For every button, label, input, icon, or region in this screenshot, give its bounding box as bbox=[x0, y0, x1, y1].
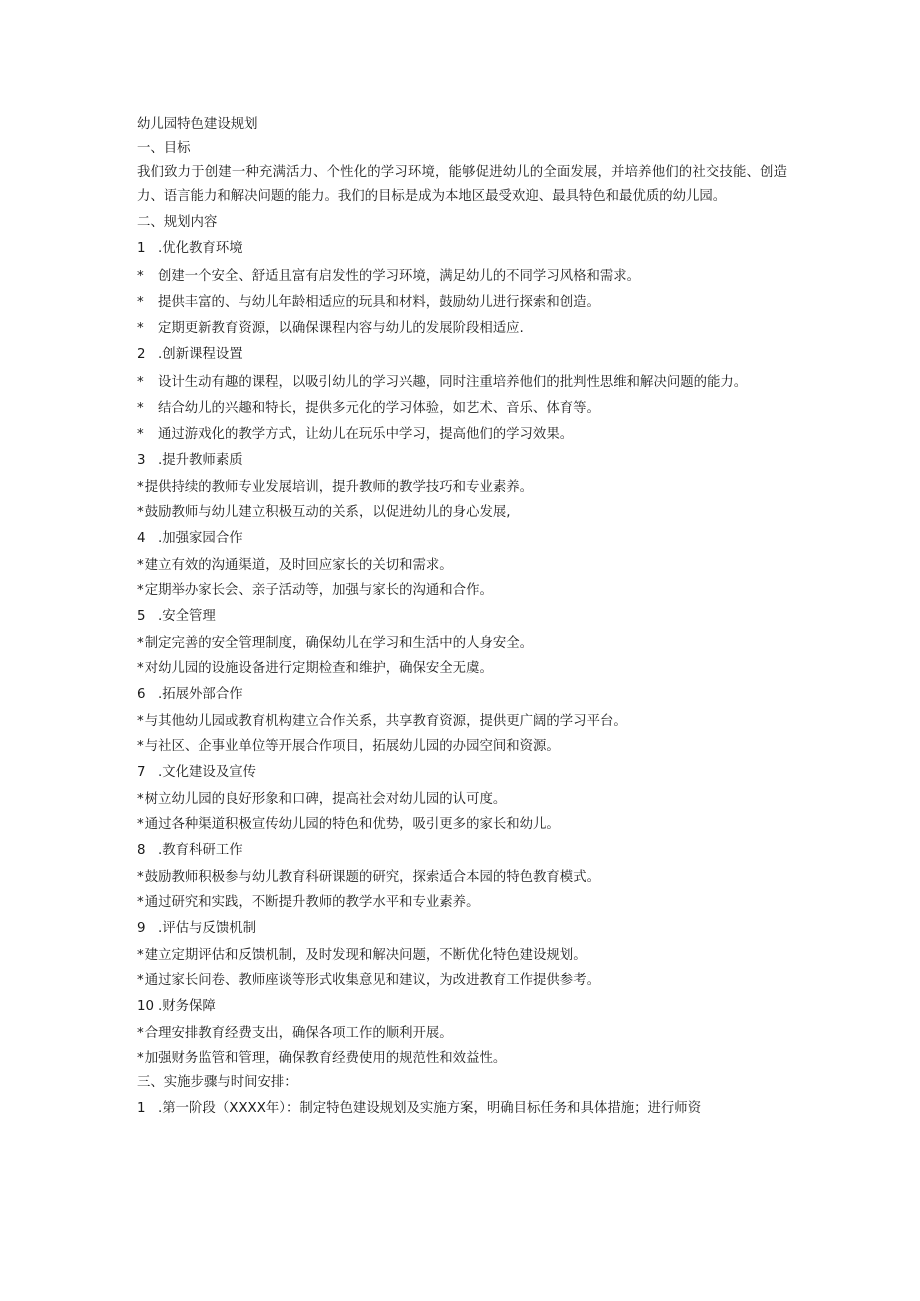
bullet-marker: * bbox=[137, 375, 144, 390]
section-heading bbox=[137, 525, 787, 553]
bullet-item bbox=[137, 501, 787, 525]
step-text: .第一阶段（XXXX年）：制定特色建设规划及实施方案，明确目标任务和具体措施；进行师资 bbox=[158, 1101, 702, 1116]
bullet-item bbox=[137, 735, 787, 759]
section-title: .加强家园合作 bbox=[158, 531, 243, 546]
bullet-marker: * bbox=[137, 948, 144, 963]
bullet-item bbox=[137, 476, 787, 500]
bullet-item bbox=[137, 632, 787, 656]
section-title: .文化建设及宣传 bbox=[158, 765, 256, 780]
step-number: 1 bbox=[137, 1101, 146, 1116]
goal-paragraph: 我们致力于创建一种充满活力、个性化的学习环境，能够促进幼儿的全面发展，并培养他们的社交技能、创造力、语言能力和解决问题的能力。我们的目标是成为本地区最受欢迎、最具特色和最优质的幼儿园。 bbox=[137, 165, 787, 204]
section-number: 10 bbox=[137, 999, 155, 1014]
section-title: .教育科研工作 bbox=[158, 843, 243, 858]
section-title: .财务保障 bbox=[158, 999, 216, 1014]
bullet-item bbox=[137, 397, 787, 421]
bullet-marker: * bbox=[137, 269, 144, 284]
bullet-text: 建立有效的沟通渠道，及时回应家长的关切和需求。 bbox=[144, 558, 453, 573]
bullet-item bbox=[137, 317, 787, 341]
section-title: .优化教育环境 bbox=[158, 241, 243, 256]
section-number: 1 bbox=[137, 241, 146, 256]
bullet-item bbox=[137, 710, 787, 734]
bullet-marker: * bbox=[137, 817, 144, 832]
bullet-text: 鼓励教师积极参与幼儿教育科研课题的研究，探索适合本园的特色教育模式。 bbox=[144, 870, 600, 885]
bullet-text: 通过游戏化的教学方式，让幼儿在玩乐中学习，提高他们的学习效果。 bbox=[158, 427, 574, 442]
bullet-text: 鼓励教师与幼儿建立积极互动的关系，以促进幼儿的身心发展, bbox=[144, 505, 511, 520]
bullet-marker: * bbox=[137, 661, 144, 676]
bullet-marker: * bbox=[137, 480, 144, 495]
bullet-marker: * bbox=[137, 321, 144, 336]
plan-sections bbox=[137, 235, 787, 1071]
bullet-text: 与其他幼儿园或教育机构建立合作关系，共享教育资源，提供更广阔的学习平台。 bbox=[144, 714, 627, 729]
bullet-item bbox=[137, 1047, 787, 1071]
bullet-marker: * bbox=[137, 1051, 144, 1066]
section-title: .评估与反馈机制 bbox=[158, 921, 256, 936]
implementation-step bbox=[137, 1095, 787, 1123]
section-heading bbox=[137, 235, 787, 263]
section-number: 8 bbox=[137, 843, 146, 858]
section-heading bbox=[137, 837, 787, 865]
bullet-item bbox=[137, 891, 787, 915]
section-number: 7 bbox=[137, 765, 146, 780]
bullet-text: 提供丰富的、与幼儿年龄相适应的玩具和材料，鼓励幼儿进行探索和创造。 bbox=[158, 295, 600, 310]
goal-heading: 一、目标 bbox=[137, 141, 191, 156]
bullet-text: 定期更新教育资源，以确保课程内容与幼儿的发展阶段相适应. bbox=[158, 321, 524, 336]
section-number: 5 bbox=[137, 609, 146, 624]
section-number: 9 bbox=[137, 921, 146, 936]
section-title: .拓展外部合作 bbox=[158, 687, 243, 702]
bullet-marker: * bbox=[137, 714, 144, 729]
bullet-text: 提供持续的教师专业发展培训，提升教师的教学技巧和专业素养。 bbox=[144, 480, 534, 495]
bullet-item bbox=[137, 265, 787, 289]
bullet-marker: * bbox=[137, 792, 144, 807]
section-heading bbox=[137, 603, 787, 631]
bullet-text: 创建一个安全、舒适且富有启发性的学习环境，满足幼儿的不同学习风格和需求。 bbox=[158, 269, 641, 284]
bullet-marker: * bbox=[137, 870, 144, 885]
bullet-text: 建立定期评估和反馈机制，及时发现和解决问题，不断优化特色建设规划。 bbox=[144, 948, 587, 963]
bullet-text: 设计生动有趣的课程，以吸引幼儿的学习兴趣，同时注重培养他们的批判性思维和解决问题的能力。 bbox=[158, 375, 748, 390]
bullet-item bbox=[137, 969, 787, 993]
bullet-item bbox=[137, 1022, 787, 1046]
bullet-item bbox=[137, 423, 787, 447]
bullet-marker: * bbox=[137, 1026, 144, 1041]
bullet-text: 通过各种渠道积极宣传幼儿园的特色和优势，吸引更多的家长和幼儿。 bbox=[144, 817, 560, 832]
bullet-item bbox=[137, 579, 787, 603]
section-number: 3 bbox=[137, 453, 146, 468]
bullet-marker: * bbox=[137, 558, 144, 573]
bullet-item bbox=[137, 944, 787, 968]
section-heading bbox=[137, 681, 787, 709]
section-heading bbox=[137, 759, 787, 787]
bullet-marker: * bbox=[137, 401, 144, 416]
bullet-text: 制定完善的安全管理制度，确保幼儿在学习和生活中的人身安全。 bbox=[144, 636, 534, 651]
section-title: .提升教师素质 bbox=[158, 453, 243, 468]
section-heading bbox=[137, 915, 787, 943]
section-title: .创新课程设置 bbox=[158, 347, 243, 362]
section-heading bbox=[137, 341, 787, 369]
bullet-item bbox=[137, 657, 787, 681]
bullet-text: 合理安排教育经费支出，确保各项工作的顺利开展。 bbox=[144, 1026, 453, 1041]
section-number: 4 bbox=[137, 531, 146, 546]
bullet-marker: * bbox=[137, 505, 144, 520]
bullet-item bbox=[137, 813, 787, 837]
bullet-text: 通过研究和实践，不断提升教师的教学水平和专业素养。 bbox=[144, 895, 480, 910]
bullet-item bbox=[137, 788, 787, 812]
bullet-marker: * bbox=[137, 427, 144, 442]
bullet-text: 加强财务监管和管理，确保教育经费使用的规范性和效益性。 bbox=[144, 1051, 507, 1066]
bullet-text: 结合幼儿的兴趣和特长，提供多元化的学习体验，如艺术、音乐、体育等。 bbox=[158, 401, 600, 416]
bullet-text: 定期举办家长会、亲子活动等，加强与家长的沟通和合作。 bbox=[144, 583, 493, 598]
implementation-heading: 三、实施步骤与时间安排： bbox=[137, 1075, 298, 1090]
document-page bbox=[137, 113, 787, 1123]
section-heading bbox=[137, 993, 787, 1021]
section-title: .安全管理 bbox=[158, 609, 216, 624]
section-heading bbox=[137, 447, 787, 475]
bullet-marker: * bbox=[137, 973, 144, 988]
implementation-steps bbox=[137, 1095, 787, 1123]
bullet-item bbox=[137, 554, 787, 578]
bullet-marker: * bbox=[137, 739, 144, 754]
bullet-marker: * bbox=[137, 295, 144, 310]
section-number: 6 bbox=[137, 687, 146, 702]
bullet-text: 与社区、企事业单位等开展合作项目，拓展幼儿园的办园空间和资源。 bbox=[144, 739, 560, 754]
bullet-text: 树立幼儿园的良好形象和口碑，提高社会对幼儿园的认可度。 bbox=[144, 792, 507, 807]
bullet-marker: * bbox=[137, 895, 144, 910]
plan-heading: 二、规划内容 bbox=[137, 215, 218, 230]
bullet-marker: * bbox=[137, 583, 144, 598]
bullet-marker: * bbox=[137, 636, 144, 651]
document-title: 幼儿园特色建设规划 bbox=[137, 117, 258, 132]
bullet-text: 对幼儿园的设施设备进行定期检查和维护，确保安全无虞。 bbox=[144, 661, 493, 676]
section-number: 2 bbox=[137, 347, 146, 362]
bullet-item bbox=[137, 866, 787, 890]
bullet-text: 通过家长问卷、教师座谈等形式收集意见和建议，为改进教育工作提供参考。 bbox=[144, 973, 600, 988]
bullet-item bbox=[137, 371, 787, 395]
bullet-item bbox=[137, 291, 787, 315]
